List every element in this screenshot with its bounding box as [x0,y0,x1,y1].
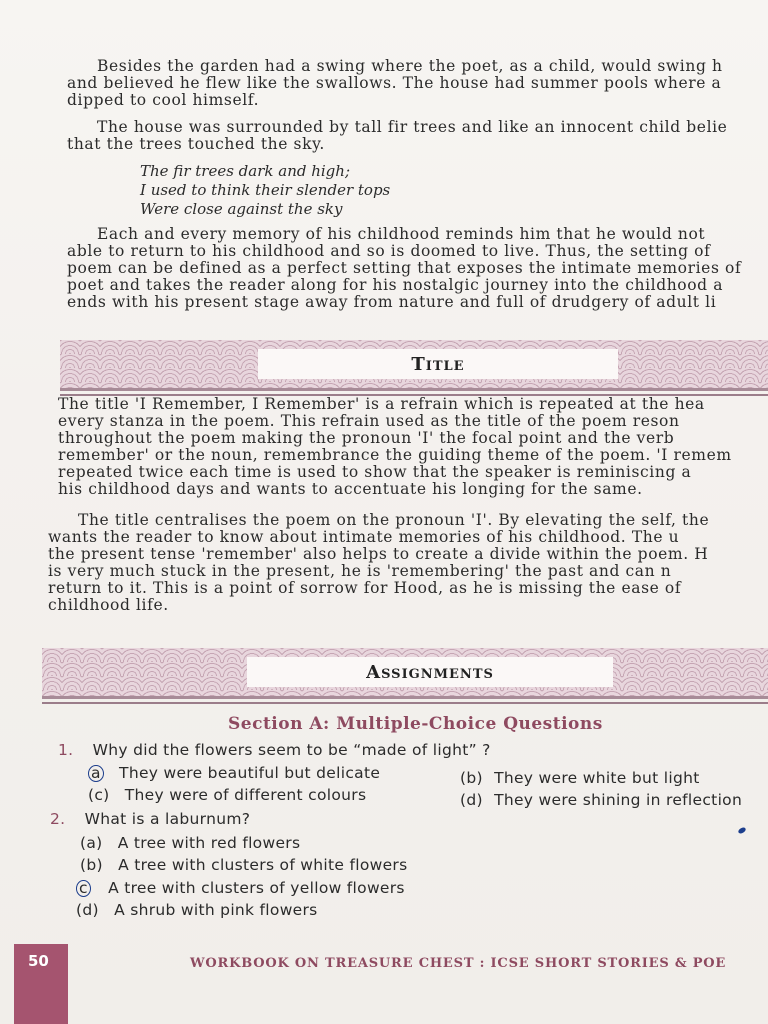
text-line: and believed he flew like the swallows. The house had summer pools where a [67,75,722,92]
option-mark: (b) [460,769,483,787]
question-text: Why did the flowers seem to be “made of light” ? [92,741,491,759]
option-text: They were white but light [494,769,700,787]
section-title: Section A: Multiple-Choice Questions [228,714,603,734]
option-mark: (b) [80,856,103,874]
text-line: Each and every memory of his childhood reminds him that he would not [97,226,706,243]
option-mark: (d) [460,791,483,809]
text-line: The title centralises the poem on the pronoun 'I'. By elevating the self, the [78,512,710,529]
text-line: Besides the garden had a swing where the poet, as a child, would swing h [97,58,723,75]
title-heading: Title [258,349,618,379]
book-title-footer: WORKBOOK ON TREASURE CHEST : ICSE SHORT STORIES & POE [190,956,727,971]
text-line: remember' or the noun, remembrance the guiding theme of the poem. 'I remem [58,447,732,464]
title-paragraph-1 [58,396,768,498]
q1-option-d[interactable] [460,790,742,810]
poem-line: I used to think their slender tops [140,181,391,199]
assignments-banner [42,648,768,699]
option-text: A tree with clusters of white flowers [118,856,408,874]
intro-paragraph-3 [67,226,757,311]
poem-excerpt [140,162,390,219]
text-line: The title 'I Remember, I Remember' is a refrain which is repeated at the hea [58,396,705,413]
option-text: They were shining in reflection [494,791,743,809]
text-line: repeated twice each time is used to show that the speaker is reminiscing a [58,464,692,481]
title-banner [60,340,768,391]
text-line: every stanza in the poem. This refrain used as the title of the poem reson [58,413,680,430]
q1-option-a[interactable] [88,763,380,783]
text-line: dipped to cool himself. [67,92,260,109]
text-line: is very much stuck in the present, he is 'remembering' the past and can n [48,563,672,580]
option-text: A tree with red flowers [117,834,301,852]
text-line: wants the reader to know about intimate memories of his childhood. The u [48,529,680,546]
question-1 [58,740,491,760]
q1-option-b[interactable] [460,768,700,788]
question-text: What is a laburnum? [84,810,251,828]
q2-option-a[interactable] [80,833,300,853]
option-mark: (d) [76,901,99,919]
option-text: They were beautiful but delicate [119,764,381,782]
page-number: 50 [14,944,68,1024]
text-line: poet and takes the reader along for his nostalgic journey into the childhood a [67,277,724,294]
text-line: ends with his present stage away from nature and full of drudgery of adult li [67,294,717,311]
option-text: They were of different colours [124,786,367,804]
pen-mark [737,826,746,834]
text-line: his childhood days and wants to accentuate his longing for the same. [58,481,643,498]
question-number: 2. [50,810,66,828]
text-line: that the trees touched the sky. [67,136,325,153]
q2-option-c[interactable] [76,878,405,898]
option-text: A tree with clusters of yellow flowers [108,879,405,897]
assignments-heading: Assignments [247,657,613,687]
title-paragraph-2 [48,512,768,614]
text-line: the present tense 'remember' also helps to create a divide within the poem. H [48,546,709,563]
text-line: throughout the poem making the pronoun 'I' the focal point and the verb [58,430,675,447]
text-line: return to it. This is a point of sorrow for Hood, as he is missing the ease of [48,580,682,597]
option-mark: (c) [88,786,110,804]
poem-line: The fir trees dark and high; [140,162,350,180]
option-mark: (a) [80,834,103,852]
circled-answer-mark: a [88,765,104,782]
option-text: A shrub with pink flowers [114,901,318,919]
circled-answer-mark: c [76,880,91,897]
text-line: able to return to his childhood and so is doomed to live. Thus, the setting of [67,243,711,260]
q1-option-c[interactable] [88,785,366,805]
text-line: childhood life. [48,597,169,614]
text-line: The house was surrounded by tall fir trees and like an innocent child belie [97,119,728,136]
text-line: poem can be defined as a perfect setting that exposes the intimate memories of [67,260,742,277]
intro-paragraph-1 [67,58,757,109]
q2-option-d[interactable] [76,900,318,920]
q2-option-b[interactable] [80,855,407,875]
question-2 [50,809,250,829]
question-number: 1. [58,741,74,759]
intro-paragraph-2 [67,119,757,153]
poem-line: Were close against the sky [140,200,343,218]
